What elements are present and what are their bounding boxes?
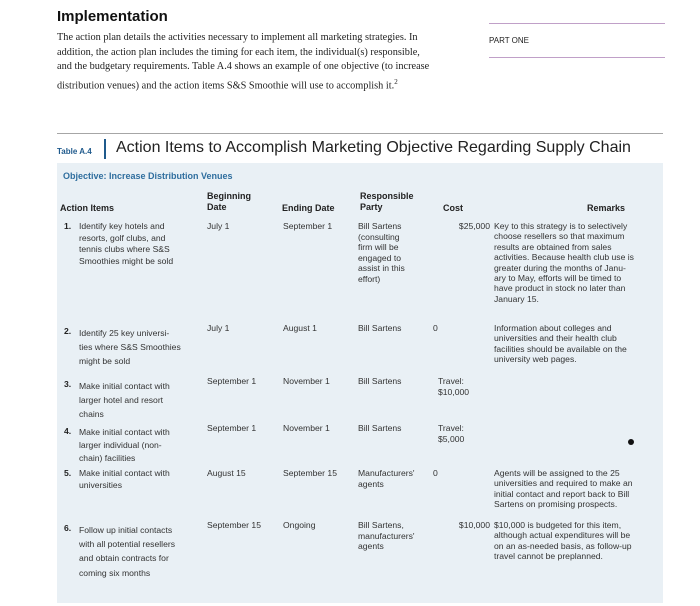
action-item-cell bbox=[79, 379, 170, 422]
remarks-cell-line: Agents will be assigned to the 25 bbox=[494, 468, 620, 478]
header-beginning-date: Beginning Date bbox=[207, 191, 251, 212]
responsible-party-cell bbox=[358, 376, 401, 387]
remarks-cell-line: although actual expenditures will be bbox=[494, 530, 631, 541]
responsible-party-cell-line: assist in this bbox=[358, 263, 405, 274]
remarks-cell-line: universities and required to make an bbox=[494, 478, 633, 489]
ending-date-cell bbox=[283, 423, 330, 435]
cost-cell bbox=[438, 423, 464, 445]
beginning-date-cell-line: August 15 bbox=[207, 468, 246, 478]
remarks-cell-line: greater during the months of Janu- bbox=[494, 262, 626, 273]
footnote-ref: 2 bbox=[394, 77, 398, 86]
cost-cell bbox=[433, 323, 438, 335]
header-ending-date: Ending Date bbox=[282, 203, 335, 213]
cost-cell-line: Travel: bbox=[438, 376, 464, 386]
ending-date-cell-line: Ongoing bbox=[283, 520, 316, 530]
header-responsible-party: Responsible Party bbox=[360, 191, 414, 212]
section-heading: Implementation bbox=[57, 8, 168, 25]
intro-line: distribution venues) and the action items S&S Smoothie will use to accomplish it.$^2$ bbox=[57, 77, 398, 92]
margin-rule bbox=[489, 57, 665, 58]
intro-line: and the budgetary requirements. Table A.4 shows an example of one objective (to increase bbox=[57, 61, 430, 73]
row-number: 3. bbox=[64, 379, 72, 389]
action-item-cell-line: chain) facilities bbox=[79, 453, 136, 464]
action-item-cell-line: universities bbox=[79, 479, 122, 490]
table-label: Table A.4 bbox=[57, 147, 92, 156]
responsible-party-cell-line: (consulting bbox=[358, 231, 400, 242]
row-number: 5. bbox=[64, 468, 72, 478]
beginning-date-cell bbox=[207, 376, 256, 388]
remarks-cell-line: $10,000 is budgeted for this item, bbox=[494, 520, 622, 530]
beginning-date-cell bbox=[207, 221, 229, 233]
action-item-cell-line: might be sold bbox=[79, 356, 131, 367]
remarks-cell-line: have product in stock no later than bbox=[494, 283, 626, 294]
action-item-cell-line: coming six months bbox=[79, 567, 151, 578]
remarks-cell-line: results are obtained from sales bbox=[494, 241, 612, 252]
row-number: 2. bbox=[64, 326, 72, 336]
row-number: 6. bbox=[64, 523, 72, 533]
cost-cell-line: 0 bbox=[433, 468, 438, 478]
responsible-party-cell bbox=[358, 423, 401, 434]
beginning-date-cell-line: July 1 bbox=[207, 323, 230, 333]
action-item-cell-line: Make initial contact with bbox=[79, 427, 170, 437]
responsible-party-cell bbox=[358, 221, 405, 285]
cost-cell bbox=[433, 468, 438, 480]
remarks-cell-line: ary to May, efforts will be timed to bbox=[494, 273, 622, 284]
ending-date-cell bbox=[283, 520, 316, 532]
intro-line: addition, the action plan includes the timing for each item, the individual(s) responsible, bbox=[57, 46, 420, 58]
responsible-party-cell-line: Bill Sartens bbox=[358, 323, 402, 333]
header-cost: Cost bbox=[443, 203, 463, 213]
remarks-cell-line: initial contact and report back to Bill bbox=[494, 488, 630, 499]
beginning-date-cell-line: July 1 bbox=[207, 221, 230, 231]
cost-cell-line: 0 bbox=[433, 323, 438, 333]
responsible-party-cell-line: agents bbox=[358, 541, 384, 552]
responsible-party-cell-line: Bill Sartens bbox=[358, 376, 402, 386]
ending-date-cell-line: November 1 bbox=[283, 376, 330, 386]
margin-rule bbox=[489, 23, 665, 24]
responsible-party-cell-line: Bill Sartens, bbox=[358, 520, 404, 530]
remarks-cell-line: activities. Because health club use is bbox=[494, 252, 634, 263]
action-item-cell bbox=[79, 326, 181, 369]
ending-date-cell-line: November 1 bbox=[283, 423, 330, 433]
table-label-divider bbox=[104, 139, 106, 159]
remarks-cell-line: Sartens on promising prospects. bbox=[494, 499, 618, 510]
ending-date-cell-line: August 1 bbox=[283, 323, 317, 333]
responsible-party-cell-line: Manufacturers' bbox=[358, 468, 415, 478]
responsible-party-cell-line: Bill Sartens bbox=[358, 423, 402, 433]
action-item-cell-line: Smoothies might be sold bbox=[79, 255, 174, 266]
responsible-party-cell bbox=[358, 323, 401, 334]
action-item-cell-line: Make initial contact with bbox=[79, 381, 170, 391]
responsible-party-cell-line: Bill Sartens bbox=[358, 221, 402, 231]
table-title: Action Items to Accomplish Marketing Objective Regarding Supply Chain bbox=[116, 139, 631, 156]
remarks-cell bbox=[494, 221, 634, 304]
beginning-date-cell bbox=[207, 468, 246, 480]
action-item-cell-line: ties where S&S Smoothies bbox=[79, 342, 181, 353]
responsible-party-cell-line: firm will be bbox=[358, 242, 399, 253]
cost-cell-line: $10,000 bbox=[438, 387, 470, 397]
action-item-cell-line: Identify key hotels and bbox=[79, 221, 165, 231]
remarks-cell-line: Information about colleges and bbox=[494, 323, 612, 333]
bullet-dot bbox=[628, 439, 634, 445]
action-item-cell-line: larger individual (non- bbox=[79, 440, 162, 451]
responsible-party-cell bbox=[358, 468, 415, 489]
responsible-party-cell-line: effort) bbox=[358, 273, 381, 284]
action-item-cell bbox=[79, 523, 175, 580]
remarks-cell-line: Key to this strategy is to selectively bbox=[494, 221, 628, 231]
ending-date-cell-line: September 1 bbox=[283, 221, 333, 231]
ending-date-cell bbox=[283, 221, 332, 233]
action-item-cell bbox=[79, 426, 170, 466]
ending-date-cell bbox=[283, 323, 317, 335]
action-item-cell-line: Make initial contact with bbox=[79, 468, 170, 478]
action-item-cell-line: resorts, golf clubs, and bbox=[79, 232, 166, 243]
responsible-party-cell-line: manufacturers' bbox=[358, 530, 415, 541]
beginning-date-cell bbox=[207, 323, 229, 335]
responsible-party-cell bbox=[358, 520, 415, 552]
action-item-cell-line: Follow up initial contacts bbox=[79, 525, 173, 535]
cost-cell-line: $25,000 bbox=[458, 221, 490, 231]
intro-line: The action plan details the activities necessary to implement all marketing strategies. In bbox=[57, 32, 418, 43]
beginning-date-cell bbox=[207, 423, 256, 435]
remarks-cell bbox=[494, 468, 633, 510]
table-top-rule bbox=[57, 133, 663, 134]
ending-date-cell-line: September 15 bbox=[283, 468, 337, 478]
cost-cell bbox=[438, 376, 469, 398]
action-item-cell-line: with all potential resellers bbox=[79, 539, 176, 550]
remarks-cell bbox=[494, 520, 632, 562]
beginning-date-cell-line: September 15 bbox=[207, 520, 261, 530]
remarks-cell-line: on an as-needed basis, as follow-up bbox=[494, 540, 632, 551]
responsible-party-cell-line: agents bbox=[358, 478, 384, 489]
responsible-party-cell-line: engaged to bbox=[358, 252, 402, 263]
beginning-date-cell bbox=[207, 520, 261, 532]
cost-cell bbox=[459, 221, 490, 233]
action-item-cell bbox=[79, 221, 173, 267]
remarks-cell-line: university web pages. bbox=[494, 354, 577, 365]
action-item-cell-line: Identify 25 key universi- bbox=[79, 328, 170, 338]
part-label: PART ONE bbox=[489, 36, 530, 45]
table-objective: Objective: Increase Distribution Venues bbox=[63, 171, 233, 181]
cost-cell-line: $5,000 bbox=[438, 434, 465, 444]
remarks-cell-line: universities and their health club bbox=[494, 333, 617, 344]
action-item-cell-line: tennis clubs where S&S bbox=[79, 244, 170, 255]
remarks-cell-line: travel cannot be preplanned. bbox=[494, 551, 603, 562]
header-action-items: Action Items bbox=[60, 203, 115, 213]
beginning-date-cell-line: September 1 bbox=[207, 423, 257, 433]
action-item-cell-line: and obtain contracts for bbox=[79, 553, 169, 564]
ending-date-cell bbox=[283, 468, 337, 480]
cost-cell-line: $10,000 bbox=[458, 520, 490, 530]
action-item-cell-line: larger hotel and resort bbox=[79, 395, 164, 406]
row-number: 1. bbox=[64, 221, 72, 231]
beginning-date-cell-line: September 1 bbox=[207, 376, 257, 386]
cost-cell-line: Travel: bbox=[438, 423, 464, 433]
action-item-cell-line: chains bbox=[79, 409, 104, 420]
action-item-cell bbox=[79, 468, 170, 491]
remarks-cell bbox=[494, 323, 627, 365]
header-remarks: Remarks bbox=[587, 203, 626, 213]
intro-paragraph bbox=[57, 31, 472, 94]
remarks-cell-line: January 15. bbox=[494, 293, 539, 304]
cost-cell bbox=[459, 520, 490, 532]
ending-date-cell bbox=[283, 376, 330, 388]
row-number: 4. bbox=[64, 426, 72, 436]
remarks-cell-line: facilities should be available on the bbox=[494, 343, 627, 354]
remarks-cell-line: choose resellers so that maximum bbox=[494, 231, 625, 242]
